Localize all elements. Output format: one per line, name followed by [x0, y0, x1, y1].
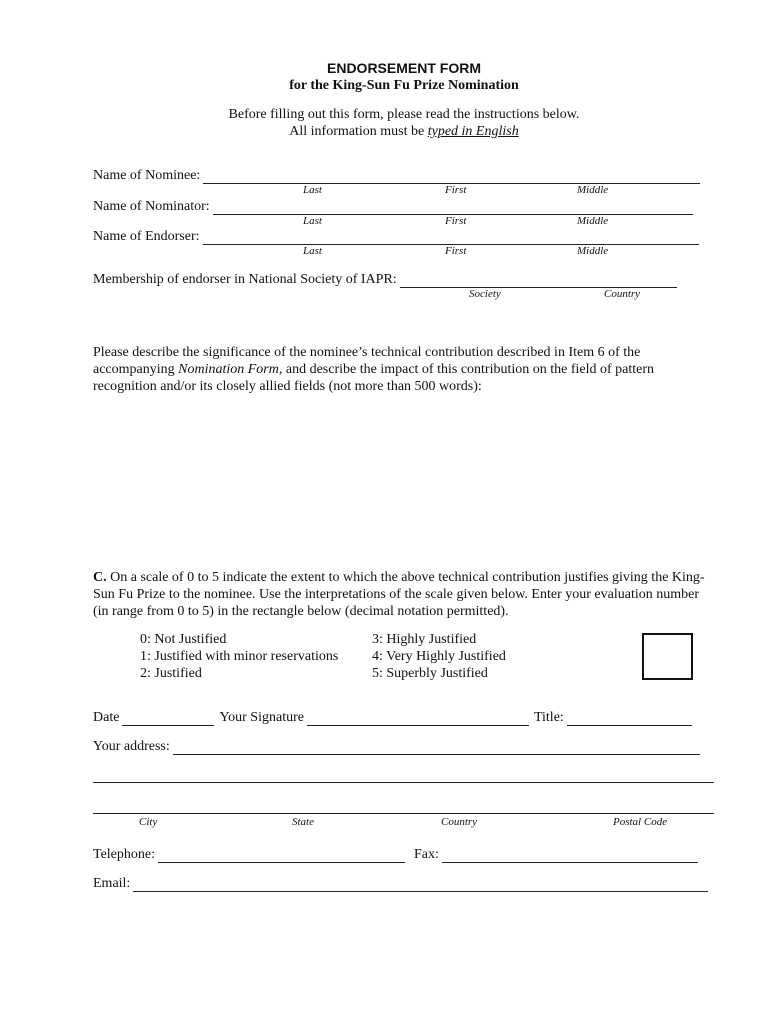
scale-right-column [372, 631, 506, 682]
signature-row [93, 710, 692, 726]
address-city-caption: City [139, 816, 158, 828]
description-emphasis: Nomination Form, [178, 362, 283, 377]
address-label: Your address: [93, 739, 170, 754]
evaluation-score-box[interactable] [642, 633, 693, 680]
email-field[interactable] [133, 877, 708, 892]
telephone-field[interactable] [158, 848, 405, 863]
membership-field[interactable] [400, 273, 677, 288]
endorser-label: Name of Endorser: [93, 229, 200, 244]
instruction-line-1: Before filling out this form, please read the instructions below. [228, 107, 580, 122]
endorser-row [93, 229, 699, 245]
scale-item-3: 3: Highly Justified [372, 632, 477, 647]
nominee-label: Name of Nominee: [93, 168, 201, 183]
nominator-field[interactable] [213, 200, 693, 215]
fax-label: Fax: [414, 847, 439, 862]
nominator-middle-caption: Middle [577, 215, 609, 227]
scale-item-4: 4: Very Highly Justified [372, 649, 506, 664]
nominee-row [93, 168, 700, 184]
date-label: Date [93, 710, 120, 725]
signature-label: Your Signature [219, 710, 304, 725]
address-state-caption: State [292, 816, 314, 828]
endorser-last-caption: Last [303, 245, 322, 257]
section-c-letter: C. [93, 570, 107, 585]
scale-item-5: 5: Superbly Justified [372, 666, 488, 681]
fax-field[interactable] [442, 848, 698, 863]
email-row [93, 876, 708, 892]
endorser-middle-caption: Middle [577, 245, 609, 257]
form-title: ENDORSEMENT FORM [327, 60, 481, 76]
phone-fax-row [93, 847, 698, 863]
membership-label: Membership of endorser in National Society of IAPR: [93, 272, 397, 287]
title-label: Title: [533, 710, 564, 725]
title-field[interactable] [567, 711, 692, 726]
instruction-emphasis: typed in English [427, 124, 519, 139]
date-field[interactable] [122, 711, 214, 726]
endorser-field[interactable] [203, 230, 699, 245]
description-paragraph [93, 344, 718, 395]
address-country-caption: Country [441, 816, 478, 828]
address-postal-caption: Postal Code [613, 816, 668, 828]
nominee-middle-caption: Middle [577, 184, 609, 196]
instruction-line-2 [0, 124, 770, 140]
nominator-first-caption: First [445, 215, 467, 227]
address-field-line-3[interactable] [93, 799, 714, 814]
email-label: Email: [93, 876, 131, 891]
description-part2: and describe the impact of this contribution on the field of pattern recognition and/or its closely allied fields (not more than 500 words): [93, 362, 655, 394]
nominee-first-caption: First [445, 184, 467, 196]
address-field-line-2[interactable] [93, 768, 714, 783]
nominator-last-caption: Last [303, 215, 322, 227]
scale-left-column [140, 631, 338, 682]
form-subtitle: for the King-Sun Fu Prize Nomination [289, 78, 519, 93]
section-c-text: On a scale of 0 to 5 indicate the extent to which the above technical contribution justifies giving the King-Sun Fu Prize to the nominee. Use the interpretations of the scale given below. Enter your evaluation number (in range from 0 to 5) in the rectangle below (decimal notation permitted). [93, 570, 705, 619]
membership-country-caption: Country [604, 288, 641, 300]
scale-item-0: 0: Not Justified [140, 632, 227, 647]
nominator-label: Name of Nominator: [93, 199, 210, 214]
scale-item-1: 1: Justified with minor reservations [140, 649, 339, 664]
address-row [93, 739, 700, 755]
membership-row [93, 272, 677, 288]
description-part1: Please describe the significance of the nominee’s technical contribution described in Item 6 of the accompanying [93, 345, 641, 377]
instruction-prefix: All information must be [289, 124, 428, 139]
scale-item-2: 2: Justified [140, 666, 202, 681]
signature-field[interactable] [307, 711, 529, 726]
address-field-line-1[interactable] [173, 740, 700, 755]
nominator-row [93, 199, 693, 215]
nominee-field[interactable] [203, 169, 700, 184]
nominee-last-caption: Last [303, 184, 322, 196]
endorser-first-caption: First [445, 245, 467, 257]
section-c-paragraph [93, 569, 718, 620]
membership-society-caption: Society [469, 288, 501, 300]
telephone-label: Telephone: [93, 847, 155, 862]
